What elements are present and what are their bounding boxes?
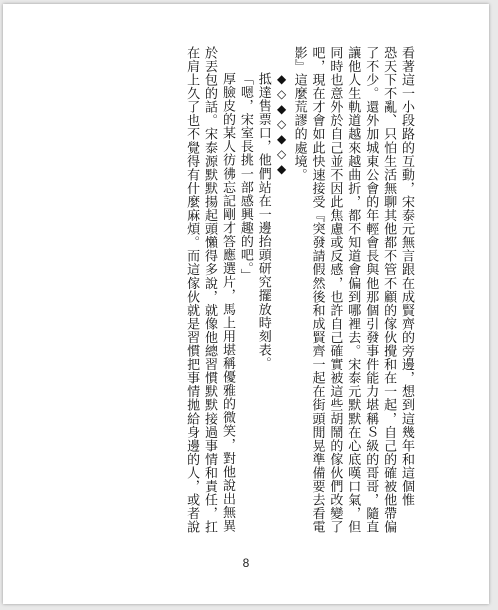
text-column: 恐天下不亂、只怕生活無聊其他都不管不顧的傢伙攪和在一起，自己的確被他帶偏 — [381, 46, 397, 534]
dialogue-column: 「嗯，宋室長挑一部感興趣的吧。」 — [237, 72, 253, 283]
text-column: 吧，現在才會如此快速接受『突發請假然後和成賢齊一起在街頭閒晃準備要去看電 — [309, 46, 325, 534]
text-column: 同時也意外於自己並不因此焦慮或反感，也許自己確實被這些胡鬧的傢伙們改變了 — [327, 46, 343, 534]
text-column: 讓他人生軌道越來越曲折，都不知道會偏到哪裡去。宋泰元默默在心底嘆口氣，但 — [345, 46, 361, 534]
text-column: 在肩上久了也不覺得有什麼麻煩。而這傢伙就是習慣把事情拋給身邊的人，或者說 — [184, 46, 200, 534]
text-column: 了不少。還外加城東公會的年輕會長與他那個引發事件能力堪稱Ｓ級的哥哥，隨直 — [363, 46, 379, 534]
text-column: 於丟包的話。宋泰源默默揚起頭懶得多說，就像他總習慣默默接過事情和責任，扛 — [202, 46, 218, 534]
text-column: 影』這麼荒謬的處境。 — [291, 46, 307, 182]
text-column: 看著這一小段路的互動，宋泰元無言跟在成賢齊的旁邊，想到這幾年和這個惟 — [399, 46, 414, 507]
page-number: 8 — [242, 556, 250, 570]
scene-break-ornament: ◆◇◆◇◆◇◆ — [274, 72, 289, 177]
text-column: 抵達售票口，他們站在一邊抬頭研究擺放時刻表。 — [255, 72, 271, 371]
document-page — [3, 4, 489, 604]
vertical-text-body — [67, 46, 415, 534]
text-column: 厚臉皮的某人彷彿忘記剛才答應選片，馬上用堪稱優雅的微笑，對他說出無異 — [219, 72, 235, 533]
